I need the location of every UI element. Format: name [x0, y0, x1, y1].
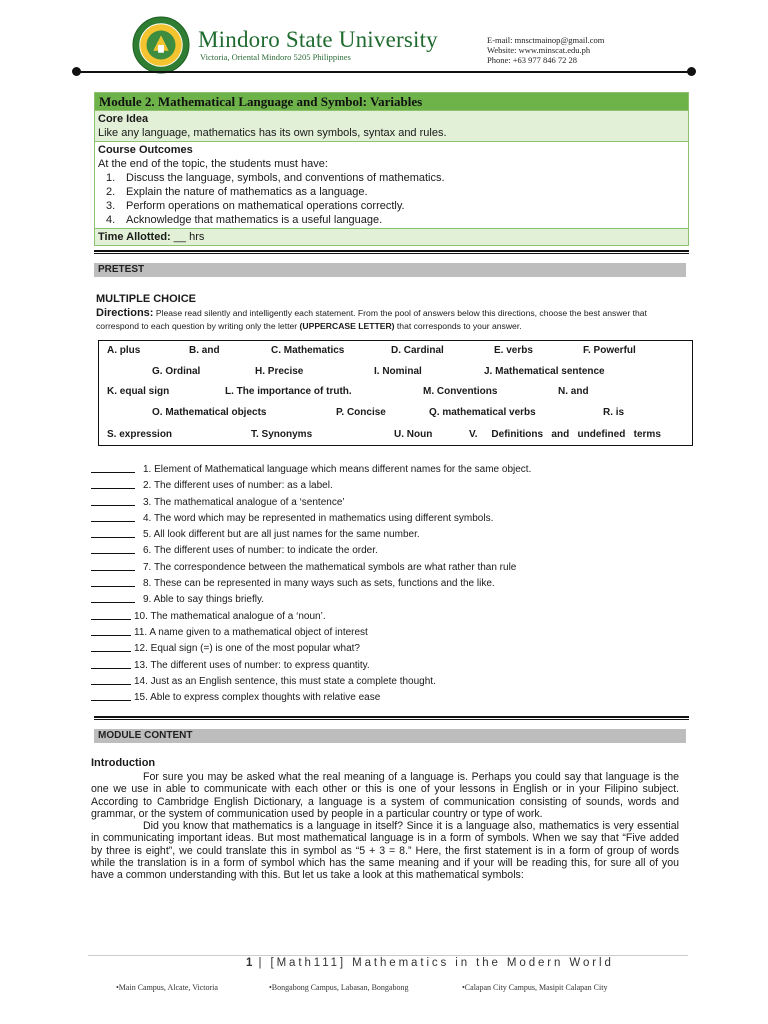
- answer-blank[interactable]: [91, 691, 131, 701]
- question-row: 12. Equal sign (=) is one of the most popular what?: [91, 641, 531, 657]
- question-row: 3. The mathematical analogue of a ‘sentence’: [91, 495, 531, 511]
- question-row: 1. Element of Mathematical language which means different names for the same object.: [91, 462, 531, 478]
- university-address: Victoria, Oriental Mindoro 5205 Philippines: [200, 52, 351, 62]
- choice-item: N. and: [558, 386, 589, 397]
- time-allotted-value: __ hrs: [173, 231, 205, 243]
- choice-item: M. Conventions: [423, 386, 498, 397]
- question-row: 5. All look different but are all just names for the same number.: [91, 527, 531, 543]
- question-row: 11. A name given to a mathematical object of interest: [91, 625, 531, 641]
- outcome-item: 2. Explain the nature of mathematics as a language.: [106, 186, 368, 198]
- section-divider: [94, 250, 689, 254]
- outcome-item: 1. Discuss the language, symbols, and conventions of mathematics.: [106, 172, 445, 184]
- footer-divider: [88, 955, 688, 956]
- choice-item: C. Mathematics: [271, 345, 345, 356]
- header-divider: [75, 71, 692, 73]
- question-row: 4. The word which may be represented in mathematics using different symbols.: [91, 511, 531, 527]
- time-allotted-row: [95, 228, 688, 245]
- core-idea-row: [95, 110, 688, 141]
- answer-blank[interactable]: [91, 626, 131, 636]
- choice-item: O. Mathematical objects: [152, 407, 267, 418]
- introduction-body: [91, 771, 679, 882]
- question-row: 13. The different uses of number: to express quantity.: [91, 658, 531, 674]
- answer-blank[interactable]: [91, 593, 135, 603]
- course-outcomes-list: [98, 171, 685, 227]
- answer-blank[interactable]: [91, 675, 131, 685]
- page-footer: 1 | [Math111] Mathematics in the Modern World: [246, 957, 614, 969]
- outcome-item: 4. Acknowledge that mathematics is a useful language.: [106, 214, 383, 226]
- answer-blank[interactable]: [91, 479, 135, 489]
- answer-blank[interactable]: [91, 528, 135, 538]
- question-row: 9. Able to say things briefly.: [91, 592, 531, 608]
- outcome-item: 3. Perform operations on mathematical operations correctly.: [106, 200, 405, 212]
- question-row: 6. The different uses of number: to indicate the order.: [91, 543, 531, 559]
- course-outcomes-row: [95, 141, 688, 228]
- answer-blank[interactable]: [91, 642, 131, 652]
- choice-item: E. verbs: [494, 345, 533, 356]
- core-idea-text: Like any language, mathematics has its own symbols, syntax and rules.: [98, 127, 447, 139]
- choice-item: U. Noun: [394, 429, 433, 440]
- introduction-heading: Introduction: [91, 757, 156, 769]
- core-idea-label: Core Idea: [98, 113, 149, 125]
- question-row: 15. Able to express complex thoughts with relative ease: [91, 690, 531, 706]
- choice-item: G. Ordinal: [152, 366, 201, 377]
- document-header: [0, 0, 768, 80]
- choice-item: R. is: [603, 407, 625, 418]
- choice-item: B. and: [189, 345, 220, 356]
- page-number: 1: [246, 957, 253, 969]
- choice-item: H. Precise: [255, 366, 304, 377]
- campus-bongabong: •Bongabong Campus, Labasan, Bongabong: [269, 983, 409, 992]
- choice-item: T. Synonyms: [251, 429, 313, 440]
- course-title: [Math111] Mathematics in the Modern World: [270, 957, 614, 969]
- answer-blank[interactable]: [91, 512, 135, 522]
- answer-blank[interactable]: [91, 577, 135, 587]
- question-row: 14. Just as an English sentence, this must state a complete thought.: [91, 674, 531, 690]
- choice-item: F. Powerful: [583, 345, 636, 356]
- choice-item: J. Mathematical sentence: [484, 366, 605, 377]
- module-content-bar: MODULE CONTENT: [94, 729, 686, 743]
- answer-blank[interactable]: [91, 610, 131, 620]
- paragraph: For sure you may be asked what the real meaning of a language is. Perhaps you could say that language is the one we use in able to communicate with each other or this is one of your lessons in English or in your Filipino subject. According to Cambridge English Dictionary, a language is a system of communication consisting of sounds, words and grammar, or the system of communication used by people in a particular country or type of work.: [91, 771, 679, 820]
- university-seal-icon: [132, 16, 190, 74]
- paragraph: Did you know that mathematics is a language in itself? Since it is a language also, mathematics is very essential in communicating important ideas. But most mathematical language is in a form of symbols. When we say that “Five added by three is eight”, we could translate this in symbol as “5 + 3 = 8.” Here, the first statement is in a form of group of words while the translation is in a form of symbol which has the same meaning and if your will be reading this, for sure all of you have a common understanding with this. But let us take a look at this mathematical symbols:: [91, 820, 679, 882]
- question-list: [91, 462, 531, 706]
- answer-choices-box: [98, 340, 693, 446]
- question-row: 8. These can be represented in many ways such as sets, functions and the like.: [91, 576, 531, 592]
- section-divider: [94, 716, 689, 720]
- answer-blank[interactable]: [91, 463, 135, 473]
- answer-blank[interactable]: [91, 544, 135, 554]
- course-outcomes-label: Course Outcomes: [98, 144, 193, 156]
- divider-dot-left: [72, 67, 81, 76]
- choice-item: L. The importance of truth.: [225, 386, 352, 397]
- pretest-bar: PRETEST: [94, 263, 686, 277]
- directions-text: Directions: Please read silently and intelligently each statement. From the pool of answers below this directions, choose the best answer that correspond to each question by writing only the letter (UPPERCASE LETTER) that corresponds to your answer.: [96, 307, 647, 331]
- campus-main: •Main Campus, Alcate, Victoria: [116, 983, 218, 992]
- contact-email: E-mail: mnsctmainop@gmail.com: [487, 35, 605, 45]
- choice-item: K. equal sign: [107, 386, 170, 397]
- choice-item: P. Concise: [336, 407, 386, 418]
- answer-blank[interactable]: [91, 496, 135, 506]
- question-row: 7. The correspondence between the mathematical symbols are what rather than rule: [91, 560, 531, 576]
- question-row: 10. The mathematical analogue of a ‘noun’.: [91, 609, 531, 625]
- choice-item: I. Nominal: [374, 366, 422, 377]
- course-outcomes-intro: At the end of the topic, the students must have:: [98, 158, 328, 170]
- answer-blank[interactable]: [91, 561, 135, 571]
- choice-item: V. Definitions and undefined terms: [469, 429, 661, 440]
- contact-website: Website: www.minscat.edu.ph: [487, 45, 591, 55]
- contact-info: [487, 35, 604, 65]
- university-name: Mindoro State University: [198, 27, 438, 52]
- module-info-box: [94, 92, 689, 246]
- answer-blank[interactable]: [91, 659, 131, 669]
- multiple-choice-heading: MULTIPLE CHOICE: [96, 293, 197, 305]
- choice-item: D. Cardinal: [391, 345, 444, 356]
- campus-calapan: •Calapan City Campus, Masipit Calapan City: [462, 983, 608, 992]
- contact-phone: Phone: +63 977 846 72 28: [487, 55, 578, 65]
- module-title: Module 2. Mathematical Language and Symbol: Variables: [95, 93, 688, 110]
- choice-item: S. expression: [107, 429, 173, 440]
- choice-item: Q. mathematical verbs: [429, 407, 536, 418]
- question-row: 2. The different uses of number: as a label.: [91, 478, 531, 494]
- choice-item: A. plus: [107, 345, 141, 356]
- divider-dot-right: [687, 67, 696, 76]
- time-allotted-label: Time Allotted:: [98, 231, 171, 243]
